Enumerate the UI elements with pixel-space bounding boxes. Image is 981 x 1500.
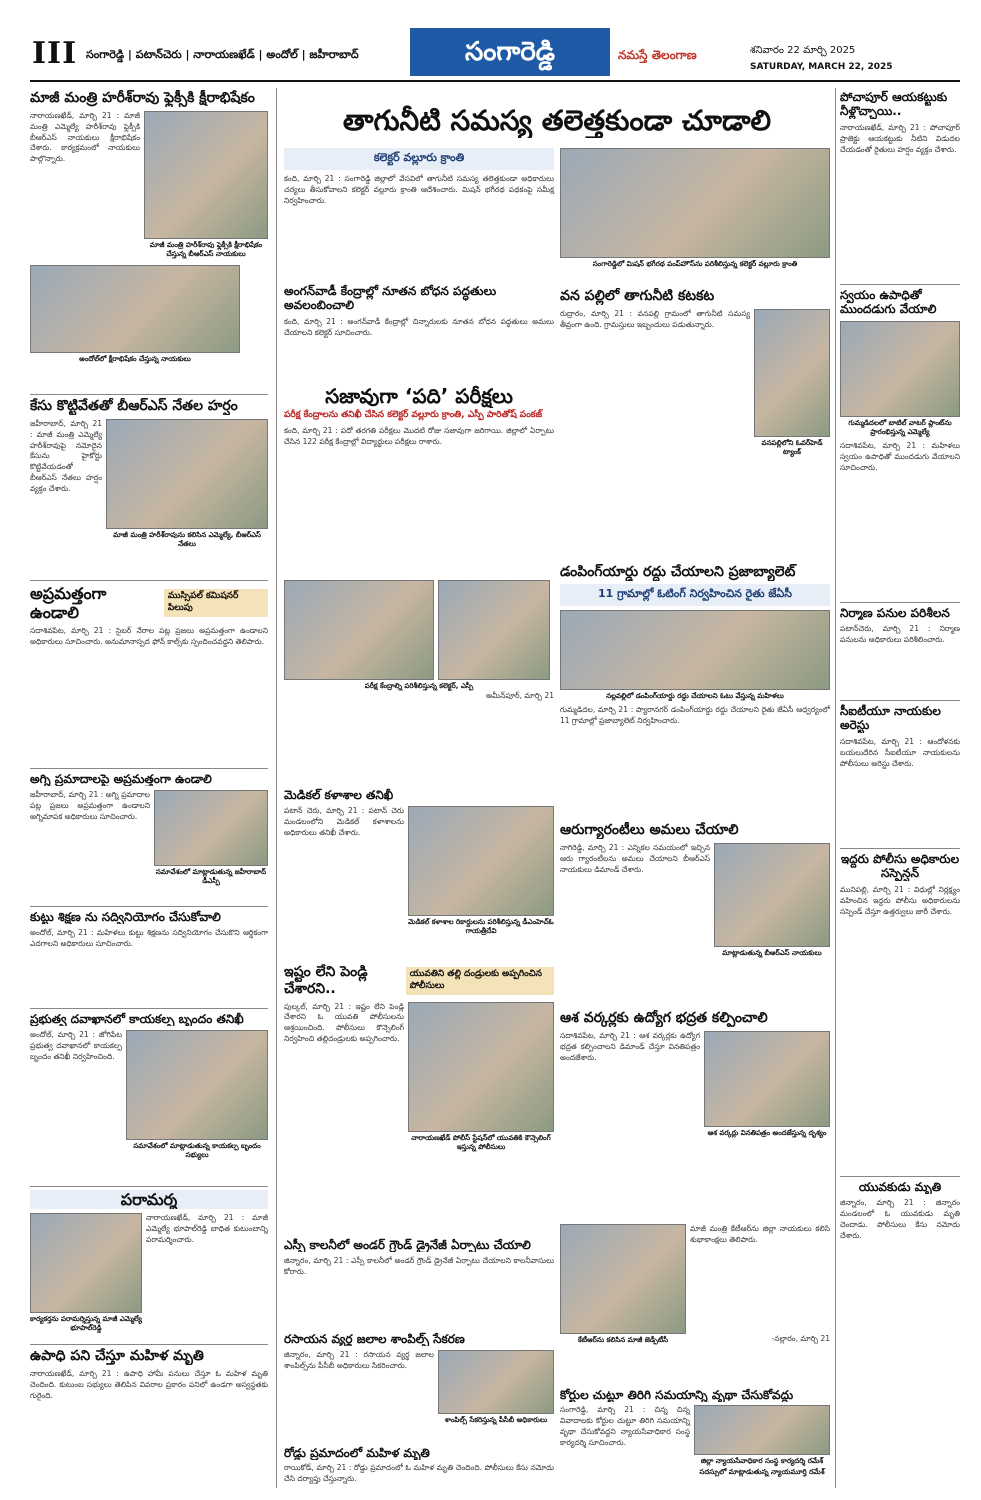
story-tailoring bbox=[30, 910, 268, 1004]
story-chemical bbox=[284, 1332, 554, 1442]
story-body: జహీరాబాద్, మార్చి 21 : మాజీ మంత్రి ఎమ్మెల్యే హరీశ్‌రావుపై నమోదైన కేసును హైకోర్టు కొట్టివేయడంతో బీఆర్‌ఎస్ నేతలు హర్షం వ్యక్తం చేశారు. bbox=[30, 418, 102, 494]
headline: రసాయన వ్యర్థ జలాల శాంపిల్స్ సేకరణ bbox=[284, 1332, 465, 1346]
story-citu-arrest bbox=[840, 704, 960, 844]
headline: ఇద్దరు పోలీసు అధికారుల సస్పెన్షన్ bbox=[840, 852, 960, 881]
news-photo bbox=[560, 148, 830, 258]
story-guarantees bbox=[560, 822, 830, 1002]
story-tag: ముస్సిపల్ కమిషనర్ పిలుపు bbox=[164, 589, 268, 617]
photo-caption: జిల్లా న్యాయసేవాధికార సంస్థ కార్యదర్శి రమేశ్ bbox=[700, 1457, 824, 1466]
story-tag: యువతిని తల్లి దండ్రులకు అప్పగించిన పోలీసులు bbox=[406, 967, 554, 995]
headline: కోర్టుల చుట్టూ తిరిగి సమయాన్ని వృథా చేసుకోవద్దు bbox=[560, 1388, 794, 1402]
story-self-employment bbox=[840, 288, 960, 598]
story-flex-milk bbox=[30, 90, 268, 390]
photo-caption: శాంపిల్స్ సేకరిస్తున్న పీసీబీ అధికారులు bbox=[444, 1416, 548, 1425]
headline: అగ్ని ప్రమాదాలపై అప్రమత్తంగా ఉండాలి bbox=[30, 772, 212, 786]
story-body: జిన్నారం, మార్చి 21 : జిన్నారం మండలంలో ఓ యువకుడు మృతి చెందాడు. పోలీసులు కేసు నమోదు చేశారు. bbox=[840, 1198, 960, 1241]
story-body: పుల్కల్, మార్చి 21 : ఇష్టం లేని పెండ్లి చేశారని ఓ యువతి పోలీసులను ఆశ్రయించింది. పోలీసులు కౌన్సెలింగ్ నిర్వహించి తల్లిదండ్రులకు అప్పగించారు. bbox=[284, 1001, 404, 1044]
story-body: సదాశివపేట, మార్చి 21 : మహిళలు స్వయం ఉపాధితో ముందడుగు వేయాలని సూచించారు. bbox=[840, 440, 960, 472]
headline: స్వయం ఉపాధితో ముందడుగు వేయాలి bbox=[840, 288, 937, 317]
headline: ప్రభుత్వ దవాఖానలో కాయకల్ప బృందం తనిఖీ bbox=[30, 1012, 244, 1026]
story-body: మునిపల్లి, మార్చి 21 : విధుల్లో నిర్లక్ష్యం వహించిన ఇద్దరు పోలీసు అధికారులను సస్పెండ్ చేస్తూ ఉత్తర్వులు జారీ చేశారు. bbox=[840, 884, 960, 916]
story-body: అందోల్, మార్చి 21 : జోగిపేట ప్రభుత్వ దవాఖానలో కాయకల్ప బృందం తనిఖీ నిర్వహించింది. bbox=[30, 1030, 122, 1062]
news-photo bbox=[704, 1031, 830, 1127]
story-drainage bbox=[284, 1238, 554, 1328]
photo-caption: నారాయణఖేడ్ పోలీస్ స్టేషన్‌లో యువతికి కౌన్సెలింగ్ ఇస్తున్న పోలీసులు bbox=[411, 1133, 551, 1151]
news-photo bbox=[30, 265, 240, 353]
photo-caption: మెడికల్ కళాశాల రికార్డులను పరిశీలిస్తున్న డీఎంహెచ్‌ఓ గాయత్రీదేవి bbox=[408, 918, 554, 936]
photo-caption: సమావేశంలో మాట్లాడుతున్న జహీరాబాద్ డీఎస్పీ bbox=[155, 868, 267, 886]
lead-headline-box bbox=[284, 104, 830, 140]
headline: డంపింగ్‌యార్డు రద్దు చేయాలని ప్రజాబ్యాలెట్ bbox=[560, 564, 796, 580]
story-anganwadi bbox=[284, 284, 554, 376]
photo-caption: కార్యకర్తను పరామర్శిస్తున్న మాజీ ఎమ్మెల్యే భూపాల్‌రెడ్డి bbox=[30, 1315, 142, 1333]
headline: పరామర్శ bbox=[30, 1190, 268, 1209]
photo-caption: మాజీ మంత్రి హరీశ్‌రావు ఫ్లెక్సీకి క్షీరాభిషేకం చేస్తున్న బీఆర్‌ఎస్ నాయకులు bbox=[149, 240, 263, 258]
story-ktr bbox=[560, 1224, 830, 1384]
headline: ఇష్టం లేని పెండ్లి చేశారని.. bbox=[284, 964, 368, 997]
story-alert bbox=[30, 584, 268, 764]
headline: మెడికల్ కళాశాల తనిఖీ bbox=[284, 788, 394, 802]
story-body: కంది, మార్చి 21 : సంగారెడ్డి జిల్లాలో వేసవిలో తాగునీటి సమస్య తలెత్తకుండా అధికారులు చర్యలు తీసుకోవాలని కలెక్టర్ వల్లూరు క్రాంతి ఆదేశించారు. మిషన్ భగీరథ పథకంపై సమీక్ష నిర్వహించారు. bbox=[284, 174, 554, 205]
headline: ఉపాధి పని చేస్తూ మహిళ మృతి bbox=[30, 1348, 204, 1364]
byline: అమీన్‌పూర్, మార్చి 21 bbox=[486, 691, 554, 701]
story-body: మాజీ మంత్రి కేటీఆర్‌ను జిల్లా నాయకులు కలిసి శుభాకాంక్షలు తెలిపారు. bbox=[690, 1224, 830, 1244]
story-police-suspension bbox=[840, 852, 960, 1172]
news-photo bbox=[438, 1350, 554, 1414]
story-body: సదాశివపేట, మార్చి 21 : సైబర్ నేరాల పట్ల ప్రజలు అప్రమత్తంగా ఉండాలని అధికారులు సూచించారు. అనుమానాస్పద ఫోన్ కాల్స్‌కు స్పందించవద్దని తెలిపారు. bbox=[30, 626, 268, 647]
column-divider bbox=[276, 88, 277, 1488]
edition-places: సంగారెడ్డి | పటాన్‌చెరు | నారాయణఖేడ్ | అందోల్ | జహీరాబాద్ bbox=[86, 48, 359, 61]
date-english: SATURDAY, MARCH 22, 2025 bbox=[750, 62, 893, 72]
story-visit bbox=[30, 1190, 268, 1340]
photo-caption: మాజీ మంత్రి హరీశ్‌రావును కలిసిన ఎమ్మెల్యే, బీఆర్‌ఎస్ నేతలు bbox=[113, 530, 261, 548]
story-medical-college bbox=[284, 788, 554, 958]
photo-caption: కేటీఆర్‌ను కలిసిన మాజీ జెడ్పీటీసీ bbox=[577, 1336, 669, 1344]
story-body: అందోల్, మార్చి 21 : మహిళలు కుట్టు శిక్షణను సద్వినియోగం చేసుకొని ఆర్థికంగా ఎదగాలని అధికారులు సూచించారు. bbox=[30, 928, 268, 949]
story-body: నారాయణఖేడ్, మార్చి 21 : మాజీ మంత్రి ఎమ్మెల్యే హరీశ్‌రావు ఫ్లెక్సీకి బీఆర్‌ఎస్ నాయకులు క్షీరాభిషేకం చేశారు. కార్యక్రమంలో నాయకులు పాల్గొన్నారు. bbox=[30, 110, 140, 164]
news-photo bbox=[754, 309, 830, 437]
story-body: జిన్నారం, మార్చి 21 : ఎస్సీ కాలనీలో అండర్ గ్రౌండ్ డ్రైనేజీ ఏర్పాటు చేయాలని కాలనీవాసులు కోరారు. bbox=[284, 1256, 554, 1277]
story-body: జిన్నారం, మార్చి 21 : రసాయన వ్యర్థ జలాల శాంపిల్స్‌ను పీసీబీ అధికారులు సేకరించారు. bbox=[284, 1350, 434, 1371]
news-photo bbox=[154, 790, 268, 866]
story-body: గుమ్మడిదల, మార్చి 21 : ప్యారానగర్ డంపింగ్‌యార్డు రద్దు చేయాలని రైతు జేఏసీ ఆధ్వర్యంలో 11 గ్రామాల్లో ప్రజాబ్యాలెట్ నిర్వహించారు. bbox=[560, 704, 830, 725]
story-lead bbox=[284, 148, 830, 280]
story-body: కంది, మార్చి 21 : అంగన్‌వాడీ కేంద్రాల్లో చిన్నారులకు నూతన బోధన పద్ధతులు అమలు చేయాలని కలెక్టర్ సూచించారు. bbox=[284, 316, 554, 337]
photo-caption: సదస్సులో మాట్లాడుతున్న న్యాయమూర్తి రమేశ్ bbox=[699, 1468, 825, 1477]
byline: -నల్లారం, మార్చి 21 bbox=[771, 1334, 830, 1343]
story-marriage bbox=[284, 964, 554, 1234]
headline: ఆశ వర్కర్లకు ఉద్యోగ భద్రత కల్పించాలి bbox=[560, 1010, 768, 1026]
story-body: నాగిరెడ్డి, మార్చి 21 : ఎన్నికల సమయంలో ఇచ్చిన ఆరు గ్యారంటీలను అమలు చేయాలని బీఆర్‌ఎస్ నాయకులు డిమాండ్ చేశారు. bbox=[560, 842, 710, 874]
story-court bbox=[560, 1388, 830, 1498]
photo-caption: సమావేశంలో మాట్లాడుతున్న కాయకల్ప బృందం సభ్యులు bbox=[133, 1142, 261, 1160]
section-title: సంగారెడ్డి bbox=[410, 28, 610, 76]
photo-caption: సంగారెడ్డిలో మిషన్ భగీరథ పంప్‌హౌస్‌ను పరిశీలిస్తున్న కలెక్టర్ వల్లూరు క్రాంతి bbox=[592, 260, 798, 268]
kicker: కలెక్టర్ వల్లూరు క్రాంతి bbox=[284, 148, 554, 170]
subhead: పరీక్ష కేంద్రాలను తనిఖీ చేసిన కలెక్టర్ వల్లూరు క్రాంతి, ఎస్పీ పారితోష్ పంకజ్ bbox=[284, 410, 543, 420]
masthead-rule bbox=[30, 80, 960, 82]
story-road-accident bbox=[284, 1446, 554, 1498]
story-dumping-yard bbox=[560, 564, 830, 814]
headline: సీఐటీయూ నాయకుల అరెస్టు bbox=[840, 704, 941, 733]
story-body: పటాన్ చెరు, మార్చి 21 : పటాన్ చెరు మండలంలోని మెడికల్ కళాశాలను అధికారులు తనిఖీ చేశారు. bbox=[284, 806, 404, 838]
masthead bbox=[0, 0, 981, 86]
news-photo bbox=[408, 1002, 554, 1132]
story-water-tank bbox=[560, 288, 830, 558]
story-body: సదాశివపేట, మార్చి 21 : ఆశ వర్కర్లకు ఉద్యోగ భద్రత కల్పించాలని డిమాండ్ చేస్తూ వినతిపత్రం అందజేశారు. bbox=[560, 1030, 700, 1062]
story-ssc-exams bbox=[284, 384, 554, 784]
story-body: సంగారెడ్డి, మార్చి 21 : చిన్న చిన్న వివాదాలకు కోర్టుల చుట్టూ తిరిగి సమయాన్ని వృథా చేసుకోవద్దని న్యాయసేవాధికార సంస్థ కార్యదర్శి సూచించారు. bbox=[560, 1405, 690, 1448]
news-photo bbox=[840, 321, 960, 417]
photo-caption: నల్లవల్లిలో డంపింగ్‌యార్డు రద్దు చేయాలని ఓటు వేస్తున్న మహిళలు bbox=[606, 691, 784, 700]
news-photo bbox=[560, 610, 830, 690]
column-divider bbox=[835, 88, 836, 1488]
news-photo bbox=[30, 1213, 142, 1313]
story-body: కంది, మార్చి 21 : పదో తరగతి పరీక్షలు మొదటి రోజు సజావుగా జరిగాయి. జిల్లాలో ఏర్పాటు చేసిన 122 పరీక్ష కేంద్రాల్లో విద్యార్థులు పరీక్షలు రాశారు. bbox=[284, 426, 554, 446]
story-case-dismissed bbox=[30, 398, 268, 576]
story-asha bbox=[560, 1010, 830, 1220]
kicker: 11 గ్రామాల్లో ఓటింగ్ నిర్వహించిన రైతు జేఏసీ bbox=[560, 584, 830, 606]
headline: సజావుగా ‘పది’ పరీక్షలు bbox=[325, 384, 513, 408]
story-body: నారాయణఖేడ్, మార్చి 21 : పోచాపూర్ ప్రాజెక్టు ఆయకట్టుకు నీటిని విడుదల చేయడంతో రైతులు హర్షం వ్యక్తం చేశారు. bbox=[840, 122, 960, 154]
news-photo bbox=[106, 419, 268, 529]
story-pochapur bbox=[840, 90, 960, 280]
headline: ఆరుగ్యారంటీలు అమలు చేయాలి bbox=[560, 822, 739, 838]
headline: కుట్టు శిక్షణ ను సద్వినియోగం చేసుకోవాలి bbox=[30, 910, 221, 924]
story-body: నారాయణఖేడ్, మార్చి 21 : మాజీ ఎమ్మెల్యే భూపాల్‌రెడ్డి బాధిత కుటుంబాన్ని పరామర్శించారు. bbox=[146, 1213, 268, 1244]
story-kayakalpa bbox=[30, 1012, 268, 1182]
photo-caption: ఆశ వర్కర్లు వినతిపత్రం అందజేస్తున్న దృశ్యం bbox=[707, 1128, 827, 1137]
news-photo bbox=[144, 111, 268, 239]
headline: రోడ్డు ప్రమాదంలో మహిళ మృతి bbox=[284, 1446, 430, 1460]
photo-caption: గుమ్మడిదలలో బాటిల్ వాటర్ ప్లాంట్‌ను ప్రారంభిస్తున్న ఎమ్మెల్యే bbox=[848, 418, 952, 436]
story-body: జహీరాబాద్, మార్చి 21 : అగ్ని ప్రమాదాల పట్ల ప్రజలు అప్రమత్తంగా ఉండాలని అగ్నిమాపక అధికారులు సూచించారు. bbox=[30, 790, 150, 822]
story-body: రుద్రారం, మార్చి 21 : వనపల్లి గ్రామంలో తాగునీటి సమస్య తీవ్రంగా ఉంది. గ్రామస్తులు ఇబ్బందులు పడుతున్నారు. bbox=[560, 308, 750, 329]
brand-name: నమస్తే తెలంగాణ bbox=[618, 48, 697, 62]
headline: ఎస్సీ కాలనీలో అండర్ గ్రౌండ్ డ్రైనేజీ ఏర్పాటు చేయాలి bbox=[284, 1238, 531, 1252]
story-body: నారాయణఖేడ్, మార్చి 21 : ఉపాధి హామీ పనులు చేస్తూ ఓ మహిళ మృతి చెందింది. కుటుంబ సభ్యులు తెలిపిన వివరాల ప్రకారం పనిలో ఉండగా అస్వస్థతకు గురైంది. bbox=[30, 1368, 268, 1400]
story-youth-death bbox=[840, 1180, 960, 1498]
story-nrega-death bbox=[30, 1348, 268, 1488]
news-photo bbox=[714, 843, 830, 947]
photo-caption: పరీక్ష కేంద్రాల్ని పరిశీలిస్తున్న కలెక్టర్, ఎస్పీ bbox=[364, 682, 474, 690]
news-photo bbox=[126, 1030, 268, 1140]
headline: అప్రమత్తంగా ఉండాలి bbox=[30, 584, 107, 623]
story-body: సదాశివపేట, మార్చి 21 : ఆందోళనకు బయలుదేరిన సీఐటీయూ నాయకులను పోలీసులు అరెస్టు చేశారు. bbox=[840, 736, 960, 768]
page-number: III bbox=[32, 36, 78, 71]
news-photo bbox=[408, 806, 554, 916]
news-photo bbox=[438, 580, 550, 680]
news-photo bbox=[284, 580, 434, 680]
photo-caption: అందోల్‌లో క్షీరాభిషేకం చేస్తున్న నాయకులు bbox=[79, 354, 191, 363]
photo-caption: వనపల్లిలోని ఓవర్‌హెడ్ ట్యాంక్ bbox=[761, 438, 823, 456]
headline: కేసు కొట్టివేతతో బీఆర్‌ఎస్ నేతల హర్షం bbox=[30, 398, 238, 414]
photo-caption: మాట్లాడుతున్న బీఆర్‌ఎస్ నాయకులు bbox=[722, 948, 822, 957]
story-body: రాయికోడ్, మార్చి 21 : రోడ్డు ప్రమాదంలో ఓ మహిళ మృతి చెందింది. పోలీసులు కేసు నమోదు చేసి దర్యాప్తు చేస్తున్నారు. bbox=[284, 1463, 554, 1484]
headline: యువకుడు మృతి bbox=[858, 1180, 942, 1194]
news-photo bbox=[694, 1405, 830, 1455]
story-fire-alert bbox=[30, 772, 268, 902]
headline: పోచాపూర్ ఆయకట్టుకు నీళ్లొచ్చాయి.. bbox=[840, 90, 948, 119]
story-body: పటాన్‌చెరు, మార్చి 21 : నిర్మాణ పనులను అధికారులు పరిశీలించారు. bbox=[840, 624, 960, 645]
headline: అంగన్‌వాడీ కేంద్రాల్లో నూతన బోధన పద్ధతులు అవలంబించాలి bbox=[284, 284, 497, 313]
lead-headline: తాగునీటి సమస్య తలెత్తకుండా చూడాలి bbox=[342, 104, 772, 137]
date-telugu: శనివారం 22 మార్చి 2025 bbox=[750, 45, 856, 56]
headline: నిర్మాణ పనుల పరిశీలన bbox=[840, 606, 950, 620]
story-construction bbox=[840, 606, 960, 696]
news-photo bbox=[560, 1224, 686, 1334]
headline: వన పల్లిలో తాగునీటి కటకట bbox=[560, 288, 715, 304]
headline: మాజీ మంత్రి హరీశ్‌రావు ఫ్లెక్సీకి క్షీరాభిషేకం bbox=[30, 90, 255, 106]
